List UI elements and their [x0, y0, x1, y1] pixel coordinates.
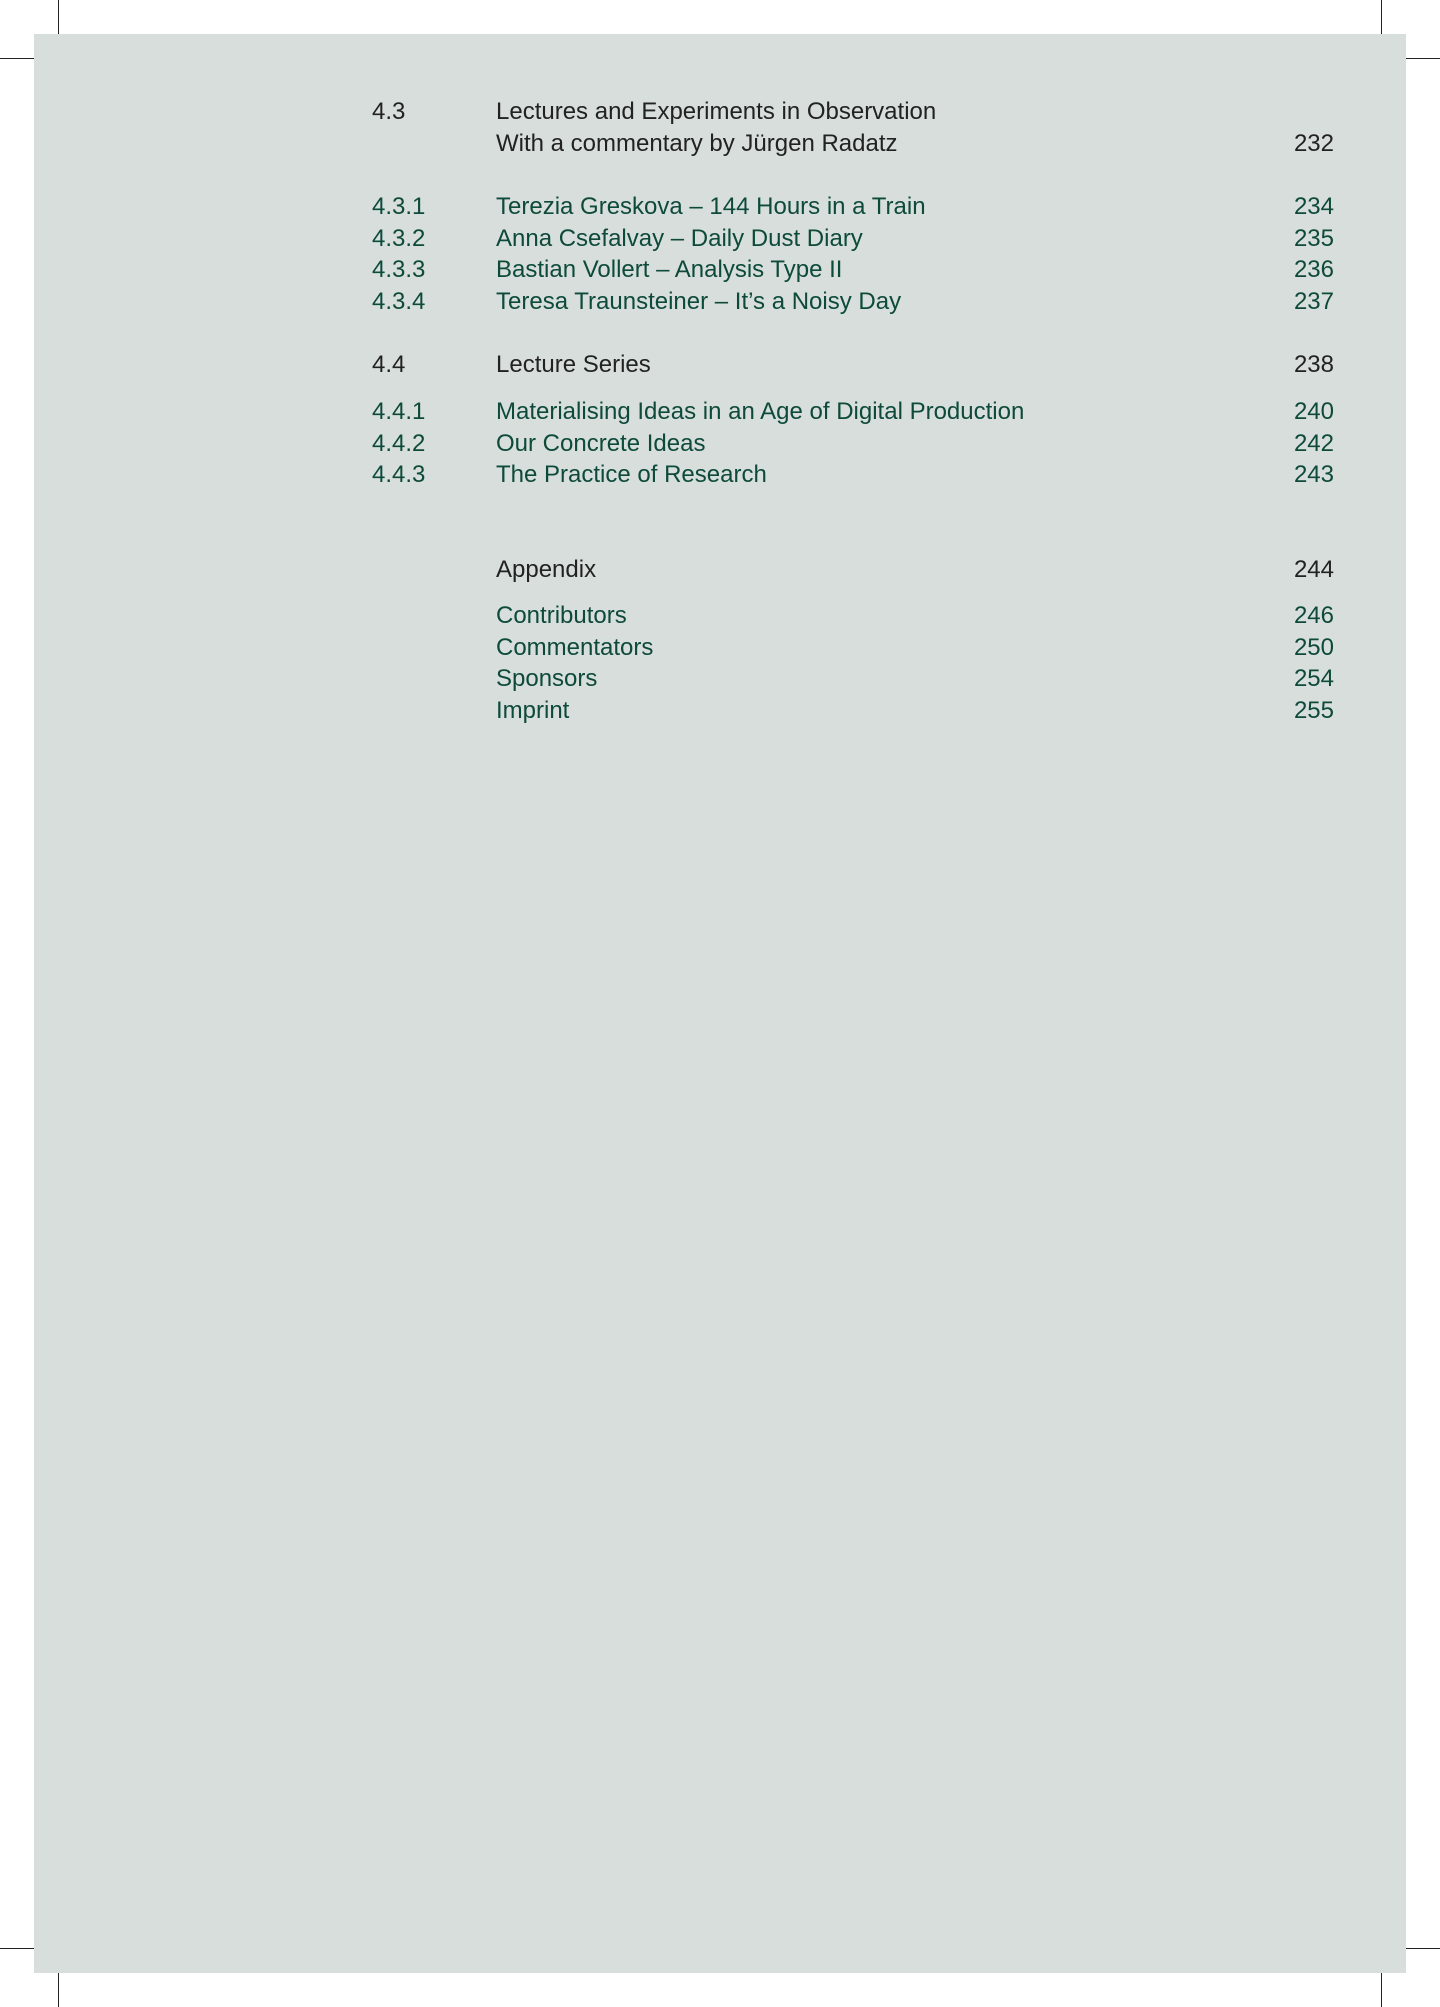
toc-page-number: 243: [1293, 461, 1334, 488]
toc-heading-4-3[interactable]: [372, 96, 1334, 128]
toc-entry-title: Anna Csefalvay – Daily Dust Diary: [496, 225, 863, 252]
toc-entry-4-3-4[interactable]: [372, 286, 1334, 318]
toc-page-number: 234: [1293, 193, 1334, 220]
toc-page-number: 232: [1293, 130, 1334, 157]
toc-entry-number: 4.3.4: [372, 288, 426, 315]
toc-section-subtitle: With a commentary by Jürgen Radatz: [496, 130, 898, 157]
toc-section-title: Lecture Series: [496, 351, 651, 378]
toc-page-number: 246: [1293, 602, 1334, 629]
toc-page-number: 238: [1293, 351, 1334, 378]
toc-page-number: 235: [1293, 225, 1334, 252]
toc-entry-number: 4.4.1: [372, 398, 426, 425]
toc-page-number: 254: [1293, 665, 1334, 692]
toc-page-number: 250: [1293, 634, 1334, 661]
toc-entry-title: Imprint: [496, 697, 570, 724]
toc-entry-contributors[interactable]: [372, 600, 1334, 632]
toc-entry-title: Contributors: [496, 602, 627, 629]
toc-entry-4-3-2[interactable]: [372, 223, 1334, 255]
toc-entry-commentators[interactable]: [372, 632, 1334, 664]
toc-heading-4-4[interactable]: [372, 349, 1334, 381]
toc-entry-4-3-3[interactable]: [372, 254, 1334, 286]
toc-page-number: 240: [1293, 398, 1334, 425]
toc-heading-appendix[interactable]: [372, 554, 1334, 586]
toc-entry-title: Materialising Ideas in an Age of Digital Production: [496, 398, 1025, 425]
toc-entry-title: Commentators: [496, 634, 654, 661]
toc-section-number: 4.3: [372, 98, 406, 125]
toc-entry-4-4-1[interactable]: [372, 396, 1334, 428]
toc-entry-4-4-2[interactable]: [372, 428, 1334, 460]
toc-entry-title: Teresa Traunsteiner – It’s a Noisy Day: [496, 288, 902, 315]
toc-entry-4-4-3[interactable]: [372, 459, 1334, 491]
toc-page-number: 242: [1293, 430, 1334, 457]
toc-entry-number: 4.3.1: [372, 193, 426, 220]
toc-entry-4-3-1[interactable]: [372, 191, 1334, 223]
toc-entry-title: Sponsors: [496, 665, 598, 692]
toc-entry-title: Bastian Vollert – Analysis Type II: [496, 256, 843, 283]
toc-entry-number: 4.3.2: [372, 225, 426, 252]
toc-entry-title: The Practice of Research: [496, 461, 767, 488]
toc-entry-sponsors[interactable]: [372, 663, 1334, 695]
toc-page-number: 236: [1293, 256, 1334, 283]
toc-entry-title: Our Concrete Ideas: [496, 430, 706, 457]
toc-entry-number: 4.3.3: [372, 256, 426, 283]
toc-page-number: 237: [1293, 288, 1334, 315]
toc-entry-imprint[interactable]: [372, 695, 1334, 727]
toc-entry-title: Terezia Greskova – 144 Hours in a Train: [496, 193, 926, 220]
toc-section-title: Lectures and Experiments in Observation: [496, 98, 937, 125]
toc-section-title: Appendix: [496, 556, 597, 583]
toc-entry-number: 4.4.2: [372, 430, 426, 457]
toc-page-number: 255: [1293, 697, 1334, 724]
toc-section-number: 4.4: [372, 351, 406, 378]
toc-page-number: 244: [1293, 556, 1334, 583]
toc-entry-number: 4.4.3: [372, 461, 426, 488]
toc-heading-4-3-subtitle[interactable]: [372, 128, 1334, 160]
